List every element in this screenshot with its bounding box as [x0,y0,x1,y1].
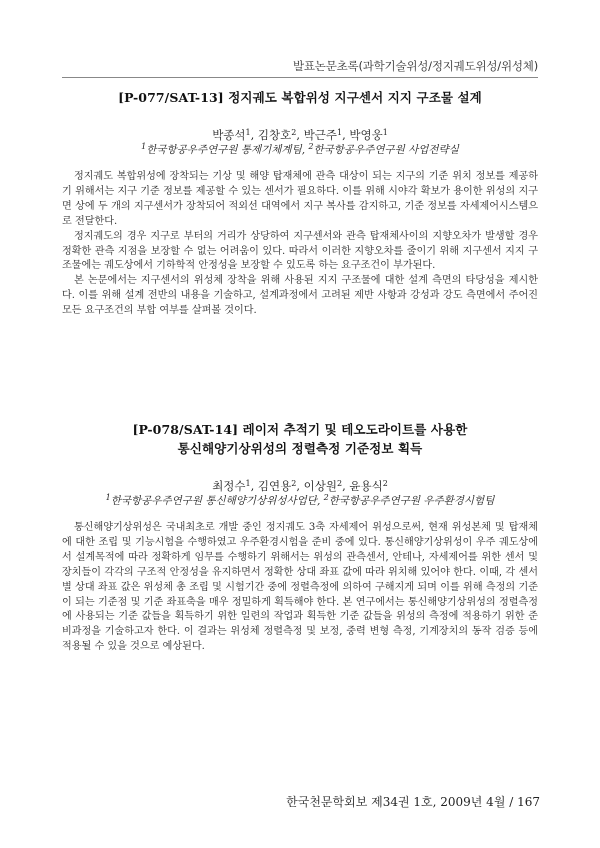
abstract-body [62,521,538,655]
affiliation-mark: 1 [141,142,147,151]
author-name: 김창호 [257,128,292,142]
author-affil-mark: 2 [291,479,297,488]
author-name: 최정수 [212,479,246,493]
abstract-paragraph: 본 논문에서는 지구센서의 위성체 장착을 위해 사용된 지지 구조물에 대한 설계 측면의 타당성을 제시한다. 이를 위해 설계 전반의 내용을 기술하고, 설계과정에서 고려된 제반 사항과 강성과 강도 측면에서 주어진 모든 요구조건의 부합 여부를 살펴볼 것이다. [62,275,538,317]
author-affil-mark: 1 [245,479,251,488]
author-affil-mark: 1 [336,128,343,137]
affiliation-text: 한국항공우주연구원 통신해양기상위성사업단 [110,495,317,507]
author-name: 박영웅 [349,128,383,142]
abstract-paragraph: 통신해양기상위성은 국내최초로 개발 중인 정지궤도 3축 자세제어 위성으로써, 현재 위성본체 및 탑재체에 대한 조립 및 기능시험을 수행하였고 우주환경시험을 준비 중에 있다. 통신해양기상위성이 우주 궤도상에서 설계목적에 따라 정확하게 임무를 수행하기 위해서는 위성의 관측센서, 안테나, 자세제어를 위한 센서 및 장치들이 각각의 구조적 안정성을 유지하면서 정확한 상대 좌표 값에 따라 위치해 있어야 한다. 이때, 각 센서별 상대 좌표 값은 위성체 총 조립 및 시험기간 중에 정렬측정에 의하여 구해지게 되며 이를 위해 측정의 기준이 되는 기준점 및 기준 좌표축을 매우 정밀하게 획득해야 한다. 본 연구에서는 통신해양기상위성의 정렬측정에 사용되는 기준 값들을 획득하기 위한 일련의 작업과 획득한 기준 값들을 위성의 측정에 적용하기 위한 준비과정을 기술하고자 한다. 이 결과는 위성체 정렬측정 및 보정, 중력 변형 측정, 기계장치의 동작 검증 등에 적용될 수 있을 것으로 예상된다. [62,522,538,653]
author-list: 박종석$^1$, 김창호$^2$, 박근주$^1$, 박영웅$^1$ [212,128,388,142]
header-rule [62,77,538,78]
affiliation-list: $^1$한국항공우주연구원 통신해양기상위성사업단, $^2$한국항공우주연구원 우주환경시험팀 [105,493,495,507]
affiliation-mark: 1 [105,493,111,502]
author-affil-mark: 2 [336,479,343,488]
affiliation-text: 한국항공우주연구원 우주환경시험팀 [328,495,495,507]
abstract-title [62,420,538,458]
abstract-p078 [62,420,538,655]
author-name: 이상원 [303,479,337,493]
running-header: 발표논문초록(과학기술위성/정지궤도위성/위성체) [292,59,538,73]
abstract-title-line: [P-077/SAT-13] 정지궤도 복합위성 지구센서 지지 구조물 설계 [118,90,482,105]
affiliation-list: $^1$한국항공우주연구원 통제기체계팀, $^2$한국항공우주연구원 사업전략실 [141,142,459,156]
author-affil-mark: 2 [382,479,388,488]
page-footer: 한국천문학회보 제34권 1호, 2009년 4월 / 167 [286,795,540,809]
abstract-body [62,170,538,319]
author-affil-mark: 2 [291,128,297,137]
affiliation-text: 한국항공우주연구원 사업전략실 [313,144,459,156]
author-name: 박근주 [303,128,337,142]
abstract-title-line: 통신해양기상위성의 정렬측정 기준정보 획득 [177,441,423,456]
abstract-paragraph: 정지궤도 복합위성에 장착되는 기상 및 해양 탑재체에 관측 대상이 되는 지구의 기준 위치 정보를 제공하기 위해서는 지구 기준 정보를 제공할 수 있는 센서가 필요하다. 이를 위해 시야각 확보가 용이한 위성의 지구면 상에 두 개의 지구센서가 장착되어 적외선 대역에서 지구 복사를 감지하고, 기준 정보를 자세제어시스템으로 전달한다. [62,171,538,227]
abstract-title [62,88,538,107]
author-name: 윤용식 [349,479,383,493]
author-name: 박종석 [212,128,246,142]
author-list: 최정수$^1$, 김연용$^2$, 이상원$^2$, 윤용식$^2$ [212,479,388,493]
abstract-paragraph: 정지궤도의 경우 지구로 부터의 거리가 상당하여 지구센서와 관측 탑재체사이의 지향오차가 발생할 경우 정확한 관측 지점을 보장할 수 없는 어려움이 있다. 따라서 이러한 지향오차를 줄이기 위해 지구센서 지지 구조물에는 궤도상에서 기하학적 안정성을 보장할 수 있도록 하는 요구조건이 부가된다. [62,230,538,272]
affiliation-text: 한국항공우주연구원 통제기체계팀 [146,144,302,156]
author-name: 김연용 [257,479,292,493]
author-affil-mark: 1 [382,128,388,137]
affiliation-mark: 2 [323,493,329,502]
affiliation-mark: 2 [308,142,314,151]
abstract-p077 [62,88,538,319]
author-affil-mark: 1 [245,128,251,137]
abstract-title-line: [P-078/SAT-14] 레이저 추적기 및 테오도라이트를 사용한 [132,422,468,437]
